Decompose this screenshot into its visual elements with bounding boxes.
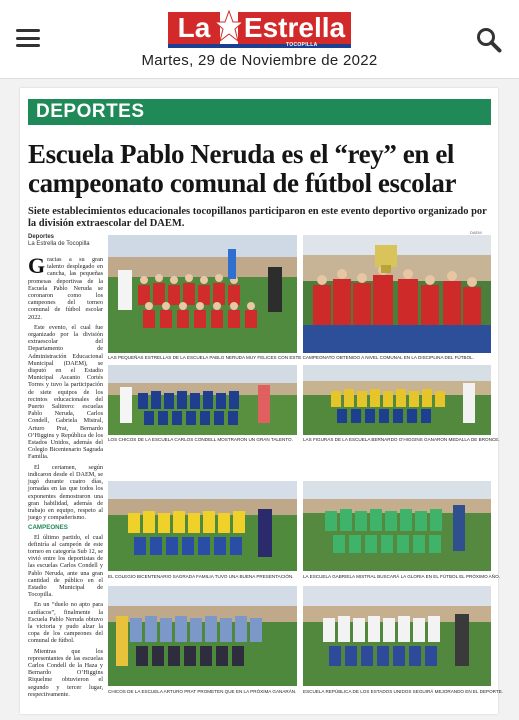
photo-sagrada-familia[interactable] — [108, 481, 297, 571]
paragraph-1 — [28, 253, 103, 321]
photo-pablo-neruda[interactable] — [108, 235, 297, 353]
article-body — [28, 253, 103, 701]
site-logo[interactable] — [168, 12, 351, 50]
caption-3: LAS FIGURAS DE LA ESCUELA BERNARDO O’HIGGINS GANARON MEDALLA DE BRONCE. — [303, 437, 500, 442]
photo-trophy[interactable] — [303, 235, 491, 353]
edition-date: Martes, 29 de Noviembre de 2022 — [141, 52, 378, 69]
photo-gabriela-mistral[interactable] — [303, 481, 491, 571]
caption-6: CHICOS DE LA ESCUELA ARTURO PRAT PROMETEN QUE EN LA PRÓXIMA GANARÁN. — [108, 689, 297, 694]
photo-estados-unidos[interactable] — [303, 586, 491, 686]
byline-author: Deportes — [28, 234, 55, 240]
paragraph-3: El certamen, según indicaron desde el DAEM, se jugó durante cuatro días, jornadas en las que todos los exponentes demostraron una gran habilidad, además de trabajo en equipo, respeto al juego y compañerismo. — [28, 463, 103, 522]
article-subheadline: Siete establecimientos educacionales tocopillanos participaron en este evento deportivo organizado por la división extraescolar del DAEM. — [28, 206, 487, 229]
logo-text-right: Estrella — [238, 12, 351, 44]
photo-bernardo-ohiggins[interactable] — [303, 365, 491, 435]
paragraph-1-text: racias a su gran talento desplegado en cancha, las pequeñas promesas deportivas de la Escuela Pablo Neruda se coronaron como los campeones del torneo comunal de fútbol escolar 2022. — [28, 256, 103, 321]
byline — [28, 234, 90, 248]
caption-2: LOS CHICOS DE LA ESCUELA CARLOS CONDELL MOSTRARON UN GRAN TALENTO. — [108, 437, 293, 442]
paragraph-6: Mientras que los representantes de las escuelas Carlos Condell de la Haza y Bernardo O’Higgins Riquelme obtuvieron el segundo y tercer lugar, respectivamente. — [28, 647, 103, 698]
section-banner — [28, 99, 491, 125]
caption-4: EL COLEGIO BICENTENARIO SAGRADA FAMILIA TUVO UNA BUENA PRESENTACIÓN. — [108, 574, 294, 579]
byline-source: La Estrella de Tocopilla — [28, 241, 90, 247]
caption-1: LAS PEQUEÑAS ESTRELLAS DE LA ESCUELA PABLO NERUDA MUY FELICES CON ESTE CAMPEONATO OBTENIDO A NIVEL COMUNAL EN LA DISCIPLINA DEL FÚTBOL. — [108, 355, 474, 360]
newspaper-page — [20, 88, 504, 714]
paragraph-2: Este evento, el cual fue organizado por la división extraescolar del Departamento de Administración Educacional Municipal (DAEM), se disputó en el Estadio Municipal Ascanio Cortés Torres y tuvo la participación de siete equipos de los recintos educacionales del Puerto Salitrero: escuelas Pablo Neruda, Carlos Condell, Gabriela Mistral, Arturo Prat, Bernardo O’Higgins y República de los Estados Unidos, además del Colegio Bicentenario Sagrada Familia. — [28, 323, 103, 461]
caption-7: ESCUELA REPÚBLICA DE LOS ESTADOS UNIDOS SEGUIRÁ MEJORANDO EN EL DEPORTE. — [303, 689, 504, 694]
hamburger-menu-icon[interactable] — [16, 29, 40, 47]
logo-subtitle: TOCOPILLA — [286, 42, 318, 48]
logo-text-left: La — [168, 12, 220, 44]
body-subtitle: CAMPEONES — [28, 524, 68, 532]
logo-star-icon — [214, 10, 244, 44]
paragraph-4: El último partido, el cual definiría al campeón de este torneo en categoría Sub 12, se vivió entre los deportistas de las escuelas Carlos Condell y Pablo Neruda, ante una gran cantidad de público en el Estadio Municipal de Tocopilla. — [28, 533, 103, 599]
photo-carlos-condell[interactable] — [108, 365, 297, 435]
drop-cap: G — [28, 253, 46, 278]
caption-5: LA ESCUELA GABRIELA MISTRAL BUSCARÁ LA GLORIA EN EL FÚTBOL EL PRÓXIMO AÑO. — [303, 574, 500, 579]
photo-credit: DAEM — [470, 230, 482, 235]
article-headline: Escuela Pablo Neruda es el “rey” en el campeonato comunal de fútbol escolar — [28, 139, 457, 198]
paragraph-5: En un “duelo no apto para cardíacos”, finalmente la Escuela Pablo Neruda obtuvo la victoria y pudo alzar la copa de los campeones del comunal de fútbol. — [28, 601, 103, 645]
search-icon[interactable] — [476, 27, 502, 53]
site-header — [0, 0, 519, 79]
section-label: DEPORTES — [36, 101, 145, 122]
photo-arturo-prat[interactable] — [108, 586, 297, 686]
logo-underline — [168, 44, 351, 48]
